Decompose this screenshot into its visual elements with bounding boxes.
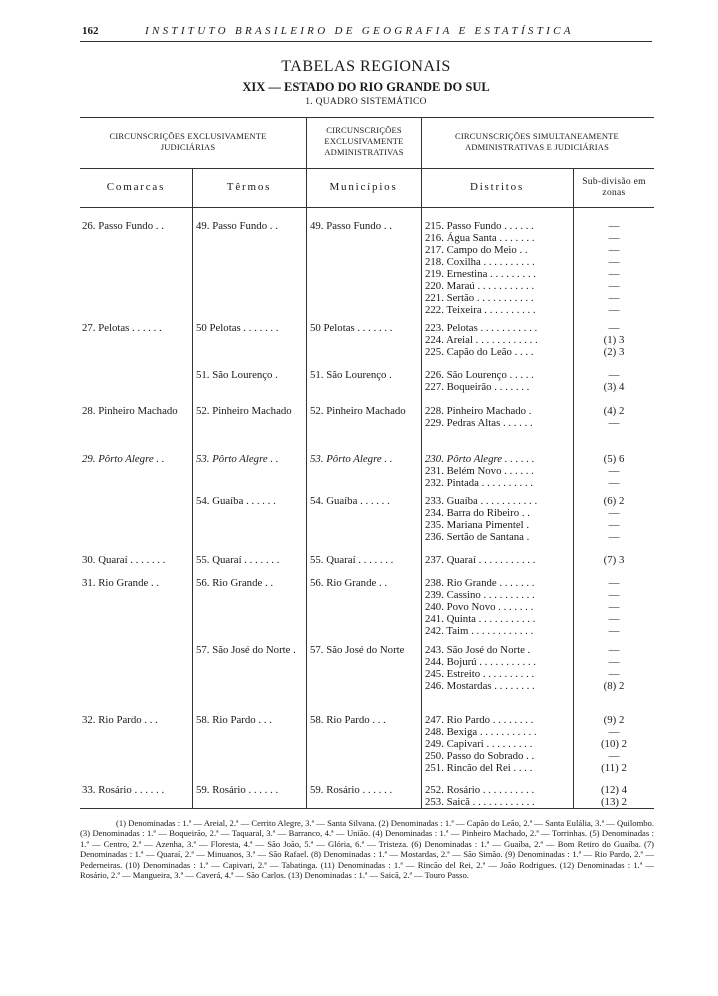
distritos-cell: 241. Quinta . . . . . . . . . . .: [425, 613, 536, 625]
zone-cell: —: [608, 292, 620, 304]
distritos-cell: 221. Sertão . . . . . . . . . . .: [425, 292, 534, 304]
zone-cell: —: [608, 322, 620, 334]
column-divider: [306, 117, 307, 808]
distritos-cell: 227. Boqueirão . . . . . . .: [425, 381, 530, 393]
distritos-cell: 238. Rio Grande . . . . . . .: [425, 577, 535, 589]
header-rule: [80, 41, 652, 42]
distritos-cell: 216. Água Santa . . . . . . .: [425, 232, 535, 244]
distritos-cell: 237. Quaraí . . . . . . . . . . .: [425, 554, 536, 566]
distritos-cell: 244. Bojurú . . . . . . . . . . .: [425, 656, 536, 668]
comarcas-cell: 29. Pôrto Alegre . .: [82, 453, 165, 465]
table-top-rule: [80, 117, 654, 118]
footnotes-text: (1) Denominadas : 1.ª — Areial, 2.ª — Cerrito Alegre, 3.ª — Santa Silvana. (2) Denominadas : 1.ª — Capão do Leão, 2.ª — Santa Eulália, 3.ª — Quilombo. (3) Denominadas : 1.ª — Boqueirão, 2.ª — Taquaral, 3.ª — Barranco, 4.ª — União. (4) Denominadas : 1.ª — Pinheiro Machado, 2.ª — Torrinhas. (5) Denominadas : 1.ª — Centro, 2.ª — Azenha, 3.ª — Floresta, 4.ª — São João, 5.ª — Glória, 6.ª — Tristeza. (6) Denominadas : 1.ª — Guaíba, 2.ª — Bom Retiro do Guaíba. (7) Denominadas : 1.ª — Quaraí, 2.ª — Minuanos, 3.ª — São Rafael. (8) Denominadas : 1.ª — Mostardas, 2.ª — São Simão. (9) Denominadas : 1.ª — Rio Pardo, 2.ª — Pederneiras. (10) Denominadas : 1.ª — Capivari, 2.ª — Tabatinga. (11) Denominadas : 1.ª — Rincão del Rei, 2.ª — João Rodrigues. (12) Denominadas : 1.ª — Rosário, 2.ª — Mangueira, 3.ª — Caverá, 4.ª — São Carlos. (13) Denominadas : 1.ª — Saicã, 2.ª — Touro Passo.: [80, 818, 654, 881]
zone-cell: —: [608, 256, 620, 268]
zone-cell: (2) 3: [603, 346, 625, 358]
termos-cell: 49. Passo Fundo . .: [196, 220, 278, 232]
column-header-municipios: Municípios: [329, 181, 398, 193]
zone-cell: —: [608, 268, 620, 280]
column-header-comarcas: Comarcas: [106, 181, 166, 193]
distritos-cell: 226. São Lourenço . . . . .: [425, 369, 534, 381]
zone-cell: (8) 2: [603, 680, 625, 692]
comarcas-cell: 32. Rio Pardo . . .: [82, 714, 158, 726]
termos-cell: 52. Pinheiro Machado: [196, 405, 292, 417]
zone-cell: —: [608, 369, 620, 381]
municipios-cell: 58. Rio Pardo . . .: [310, 714, 386, 726]
column-header-zonas: Sub-divisão em zonas: [582, 177, 646, 198]
comarcas-cell: 27. Pelotas . . . . . .: [82, 322, 162, 334]
distritos-cell: 218. Coxilha . . . . . . . . . .: [425, 256, 535, 268]
column-header-termos: Têrmos: [226, 181, 272, 193]
termos-cell: 57. São José do Norte .: [196, 644, 296, 656]
section-title: 1. QUADRO SISTEMÁTICO: [305, 97, 427, 107]
page-number: 162: [82, 25, 99, 37]
zone-cell: —: [608, 507, 620, 519]
zone-cell: —: [608, 519, 620, 531]
main-title: TABELAS REGIONAIS: [281, 58, 451, 75]
zone-cell: —: [608, 589, 620, 601]
zone-cell: —: [608, 726, 620, 738]
zone-cell: —: [608, 417, 620, 429]
municipios-cell: 52. Pinheiro Machado: [310, 405, 406, 417]
column-divider: [192, 168, 193, 808]
distritos-cell: 222. Teixeira . . . . . . . . . .: [425, 304, 536, 316]
zone-cell: (13) 2: [600, 796, 628, 808]
zone-cell: (5) 6: [603, 453, 625, 465]
distritos-cell: 236. Sertão de Santana .: [425, 531, 530, 543]
zone-cell: (4) 2: [603, 405, 625, 417]
distritos-cell: 234. Barra do Ribeiro . .: [425, 507, 530, 519]
distritos-cell: 250. Passo do Sobrado . .: [425, 750, 535, 762]
municipios-cell: 56. Rio Grande . .: [310, 577, 388, 589]
zone-cell: —: [608, 244, 620, 256]
distritos-cell: 251. Rincão del Rei . . . .: [425, 762, 533, 774]
zone-cell: —: [608, 280, 620, 292]
column-header-rule: [80, 207, 654, 208]
termos-cell: 55. Quaraí . . . . . . .: [196, 554, 280, 566]
zone-cell: (7) 3: [603, 554, 625, 566]
zone-cell: (3) 4: [603, 381, 625, 393]
distritos-cell: 245. Estreito . . . . . . . . . .: [425, 668, 535, 680]
zone-cell: (9) 2: [603, 714, 625, 726]
distritos-cell: 239. Cassino . . . . . . . . . .: [425, 589, 535, 601]
distritos-cell: 242. Taim . . . . . . . . . . . .: [425, 625, 534, 637]
zone-cell: —: [608, 656, 620, 668]
distritos-cell: 240. Povo Novo . . . . . . .: [425, 601, 534, 613]
distritos-cell: 224. Areial . . . . . . . . . . . .: [425, 334, 538, 346]
termos-cell: 50 Pelotas . . . . . . .: [196, 322, 279, 334]
footnotes: [80, 818, 654, 880]
column-header-distritos: Distritos: [469, 181, 525, 193]
distritos-cell: 228. Pinheiro Machado .: [425, 405, 532, 417]
termos-cell: 59. Rosário . . . . . .: [196, 784, 279, 796]
zone-cell: (11) 2: [601, 762, 627, 774]
distritos-cell: 243. São José do Norte .: [425, 644, 531, 656]
distritos-cell: 252. Rosário . . . . . . . . . .: [425, 784, 535, 796]
zone-cell: (12) 4: [600, 784, 628, 796]
distritos-cell: 229. Pedras Altas . . . . . .: [425, 417, 533, 429]
distritos-cell: 223. Pelotas . . . . . . . . . . .: [425, 322, 538, 334]
comarcas-cell: 31. Rio Grande . .: [82, 577, 160, 589]
distritos-cell: 249. Capivari . . . . . . . . .: [425, 738, 533, 750]
zone-cell: —: [608, 577, 620, 589]
group-header-judiciarias: CIRCUNSCRIÇÕES EXCLUSIVAMENTE JUDICIÁRIAS: [109, 131, 267, 152]
distritos-cell: 233. Guaíba . . . . . . . . . . .: [425, 495, 538, 507]
municipios-cell: 59. Rosário . . . . . .: [310, 784, 393, 796]
distritos-cell: 230. Pôrto Alegre . . . . . .: [425, 453, 535, 465]
comarcas-cell: 33. Rosário . . . . . .: [82, 784, 165, 796]
zone-cell: —: [608, 644, 620, 656]
municipios-cell: 53. Pôrto Alegre . .: [310, 453, 393, 465]
zone-cell: —: [608, 531, 620, 543]
zone-cell: —: [608, 668, 620, 680]
table-bottom-rule: [80, 808, 654, 809]
distritos-cell: 225. Capão do Leão . . . .: [425, 346, 534, 358]
municipios-cell: 55. Quaraí . . . . . . .: [310, 554, 394, 566]
distritos-cell: 247. Rio Pardo . . . . . . . .: [425, 714, 534, 726]
distritos-cell: 248. Bexiga . . . . . . . . . . .: [425, 726, 537, 738]
termos-cell: 51. São Lourenço .: [196, 369, 278, 381]
zone-cell: —: [608, 465, 620, 477]
zone-cell: —: [608, 750, 620, 762]
zone-cell: —: [608, 232, 620, 244]
municipios-cell: 50 Pelotas . . . . . . .: [310, 322, 393, 334]
comarcas-cell: 30. Quaraí . . . . . . .: [82, 554, 166, 566]
zone-cell: —: [608, 304, 620, 316]
column-divider: [573, 168, 574, 808]
group-header-rule: [80, 168, 654, 169]
comarcas-cell: 26. Passo Fundo . .: [82, 220, 164, 232]
distritos-cell: 219. Ernestina . . . . . . . . .: [425, 268, 536, 280]
zone-cell: (1) 3: [603, 334, 625, 346]
zone-cell: —: [608, 477, 620, 489]
distritos-cell: 253. Saicã . . . . . . . . . . . .: [425, 796, 535, 808]
sub-title: XIX — ESTADO DO RIO GRANDE DO SUL: [242, 80, 490, 94]
termos-cell: 58. Rio Pardo . . .: [196, 714, 272, 726]
distritos-cell: 220. Maraú . . . . . . . . . . .: [425, 280, 535, 292]
running-title: INSTITUTO BRASILEIRO DE GEOGRAFIA E ESTATÍSTICA: [145, 25, 574, 37]
termos-cell: 54. Guaíba . . . . . .: [196, 495, 276, 507]
distritos-cell: 235. Mariana Pimentel .: [425, 519, 530, 531]
zone-cell: —: [608, 220, 620, 232]
termos-cell: 53. Pôrto Alegre . .: [196, 453, 279, 465]
distritos-cell: 215. Passo Fundo . . . . . .: [425, 220, 534, 232]
termos-cell: 56. Rio Grande . .: [196, 577, 274, 589]
zone-cell: (10) 2: [600, 738, 628, 750]
municipios-cell: 54. Guaíba . . . . . .: [310, 495, 390, 507]
zone-cell: —: [608, 625, 620, 637]
zone-cell: (6) 2: [603, 495, 625, 507]
column-divider: [421, 117, 422, 808]
distritos-cell: 217. Campo do Meio . .: [425, 244, 528, 256]
group-header-administrativas: CIRCUNSCRIÇÕES EXCLUSIVAMENTE ADMINISTRATIVAS: [324, 125, 404, 157]
zone-cell: —: [608, 613, 620, 625]
municipios-cell: 51. São Lourenço .: [310, 369, 392, 381]
distritos-cell: 246. Mostardas . . . . . . . .: [425, 680, 535, 692]
group-header-simultaneas: CIRCUNSCRIÇÕES SIMULTANEAMENTE ADMINISTRATIVAS E JUDICIÁRIAS: [455, 131, 619, 152]
distritos-cell: 231. Belém Novo . . . . . .: [425, 465, 534, 477]
municipios-cell: 57. São José do Norte: [310, 644, 405, 656]
zone-cell: —: [608, 601, 620, 613]
municipios-cell: 49. Passo Fundo . .: [310, 220, 392, 232]
distritos-cell: 232. Pintada . . . . . . . . . .: [425, 477, 533, 489]
comarcas-cell: 28. Pinheiro Machado: [82, 405, 178, 417]
